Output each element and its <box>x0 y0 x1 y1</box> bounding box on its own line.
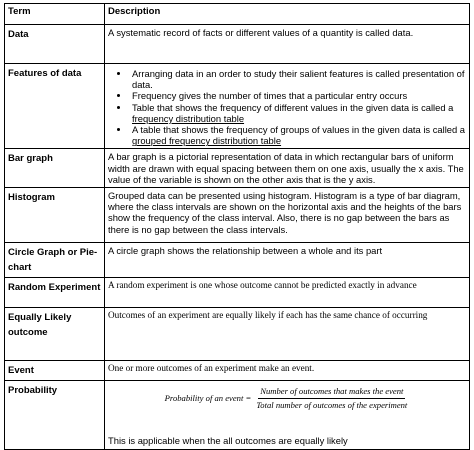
description-cell: A random experiment is one whose outcome cannot be predicted exactly in advance <box>105 278 470 308</box>
description-cell <box>105 64 470 149</box>
term-cell: Features of data <box>5 64 105 149</box>
formula-lhs: Probability of an event = <box>164 393 252 404</box>
list-item: • Frequency gives the number of times that a particular entry occurs <box>130 90 466 101</box>
description-cell: A bar graph is a pictorial representation of data in which rectangular bars of uniform width are drawn with equal spacing between them on one axis, usually the x axis. The value of the variable is shown on the other axis that is the y axis. <box>105 149 470 188</box>
probability-formula <box>108 386 466 411</box>
table-row <box>5 149 470 188</box>
formula-fraction <box>254 386 409 411</box>
term-header: Term <box>5 4 105 25</box>
term-cell: Histogram <box>5 188 105 243</box>
table-row <box>5 278 470 308</box>
term-cell: Event <box>5 361 105 381</box>
terms-table <box>4 3 470 450</box>
term-cell: Probability <box>5 381 105 450</box>
list-item <box>130 124 466 146</box>
header-row <box>5 4 470 25</box>
table-row <box>5 188 470 243</box>
list-item-text: A table that shows the frequency of groups of values in the given data is called a <box>132 124 466 136</box>
feature-list <box>108 68 466 146</box>
description-cell <box>105 381 470 450</box>
description-header: Description <box>105 4 470 25</box>
term-cell: Equally Likely outcome <box>5 308 105 361</box>
list-item: • Arranging data in an order to study their salient features is called presentation of data. <box>130 68 466 90</box>
term-cell: Bar graph <box>5 149 105 188</box>
table-row <box>5 243 470 278</box>
description-cell: Grouped data can be presented using histogram. Histogram is a type of bar diagram, where the class intervals are shown on the horizontal axis and the heights of the bars show the frequency of the class interval. Also, there is no gap between the bars as there is no gap between the class intervals. <box>105 188 470 243</box>
description-cell: A systematic record of facts or different values of a quantity is called data. <box>105 25 470 64</box>
list-item <box>130 102 466 124</box>
table-row <box>5 361 470 381</box>
term-cell: Circle Graph or Pie-chart <box>5 243 105 278</box>
term-cell: Data <box>5 25 105 64</box>
probability-note: This is applicable when the all outcomes are equally likely <box>108 435 348 447</box>
table-row <box>5 308 470 361</box>
grouped-frequency-distribution-table-link[interactable]: grouped frequency distribution table <box>132 135 282 147</box>
formula-numerator: Number of outcomes that makes the event <box>258 386 405 399</box>
formula-denominator: Total number of outcomes of the experiment <box>256 400 408 411</box>
table-row <box>5 25 470 64</box>
table-row <box>5 381 470 450</box>
frequency-distribution-table-link[interactable]: frequency distribution table <box>132 112 245 124</box>
description-cell: Outcomes of an experiment are equally likely if each has the same chance of occurring <box>105 308 470 361</box>
table-row <box>5 64 470 149</box>
list-item-text: Table that shows the frequency of different values in the given data is called a <box>132 101 454 113</box>
term-cell: Random Experiment <box>5 278 105 308</box>
description-cell: One or more outcomes of an experiment make an event. <box>105 361 470 381</box>
description-cell: A circle graph shows the relationship between a whole and its part <box>105 243 470 278</box>
